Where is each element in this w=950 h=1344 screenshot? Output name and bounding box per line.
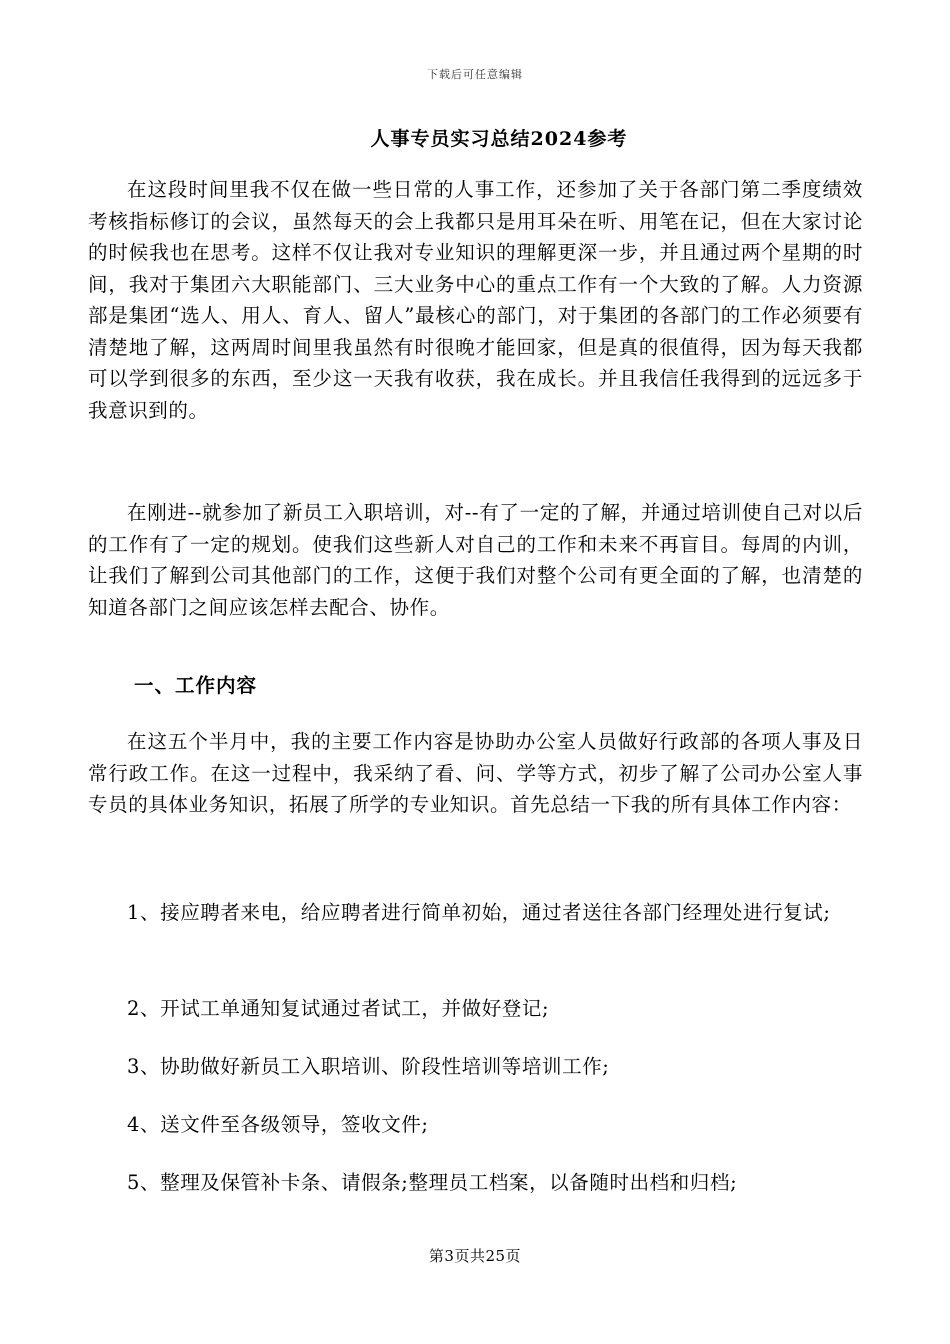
document-title: 人事专员实习总结2024参考 — [370, 128, 628, 150]
page-footer: 第3页共25页 — [428, 1247, 522, 1265]
paragraph-2: 在刚进--就参加了新员工入职培训，对--有了一定的了解，并通过培训使自己对以后的工作有了一定的规划。使我们这些新人对自己的工作和未来不再盲目。每周的内训，让我们了解到公司其他部门的工作，这便于我们对整个公司有更全面的了解，也清楚的知道各部门之间应该怎样去配合、协作。 — [88, 501, 863, 619]
paragraph-1: 在这段时间里我不仅在做一些日常的人事工作，还参加了关于各部门第二季度绩效考核指标修订的会议，虽然每天的会上我都只是用耳朵在听、用笔在记，但在大家讨论的时候我也在思考。这样不仅让我对专业知识的理解更深一步，并且通过两个星期的时间，我对于集团六大职能部门、三大业务中心的重点工作有一个大致的了解。人力资源部是集团“选人、用人、育人、留人”最核心的部门，对于集团的各部门的工作必须要有清楚地了解，这两周时间里我虽然有时很晚才能回家，但是真的很值得，因为每天我都可以学到很多的东西，至少这一天我有收获，我在成长。并且我信任我得到的远远多于我意识到的。 — [88, 178, 863, 422]
header-note: 下载后可任意编辑 — [427, 68, 523, 81]
list-item-2: 2、开试工单通知复试通过者试工，并做好登记; — [127, 997, 550, 1020]
list-item-5: 5、整理及保管补卡条、请假条;整理员工档案，以备随时出档和归档; — [127, 1171, 738, 1194]
list-item-4: 4、送文件至各级领导，签收文件; — [127, 1113, 429, 1136]
section-intro: 在这五个半月中，我的主要工作内容是协助办公室人员做好行政部的各项人事及日常行政工作。在这一过程中，我采纳了看、问、学等方式，初步了解了公司办公室人事专员的具体业务知识，拓展了所学的专业知识。首先总结一下我的所有具体工作内容： — [88, 730, 863, 816]
list-item-1: 1、接应聘者来电，给应聘者进行简单初始，通过者送往各部门经理处进行复试; — [127, 901, 831, 924]
list-item-3: 3、协助做好新员工入职培训、阶段性培训等培训工作; — [127, 1055, 610, 1078]
section-heading: 一、工作内容 — [134, 674, 258, 697]
